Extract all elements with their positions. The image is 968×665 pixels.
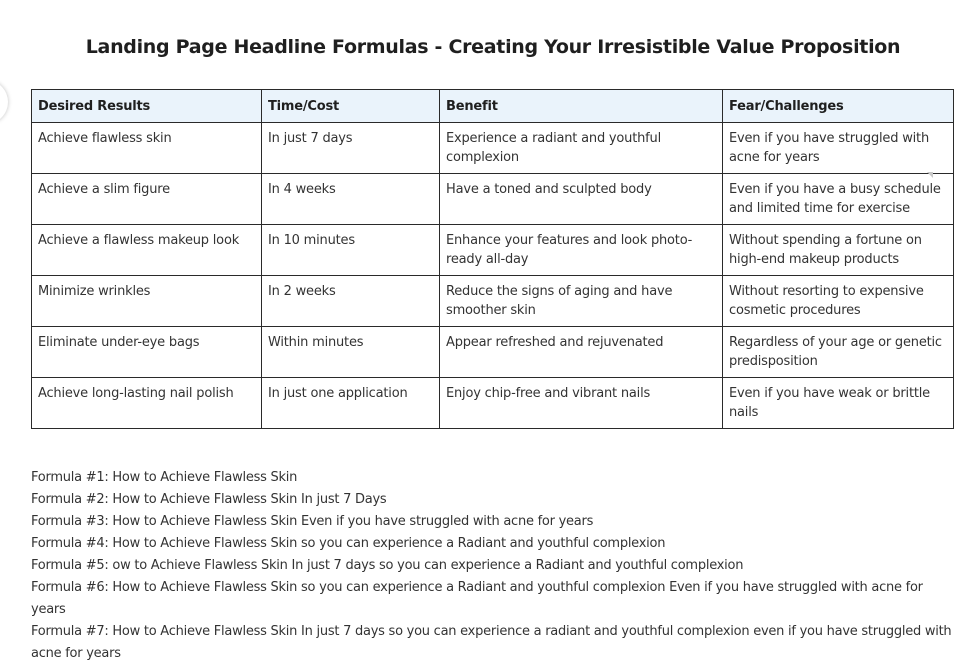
table-cell[interactable]: Minimize wrinkles bbox=[32, 276, 262, 327]
table-row bbox=[32, 123, 954, 174]
table-cell[interactable]: Enhance your features and look photo-ready all-day bbox=[440, 225, 723, 276]
table-cell[interactable]: In 10 minutes bbox=[262, 225, 440, 276]
table-cell[interactable]: Enjoy chip-free and vibrant nails bbox=[440, 378, 723, 429]
table-cell[interactable]: Reduce the signs of aging and have smoother skin bbox=[440, 276, 723, 327]
formula-line: Formula #6: How to Achieve Flawless Skin so you can experience a Radiant and youthful complexion Even if you have struggled with acne for years bbox=[31, 580, 923, 617]
page-title: Landing Page Headline Formulas - Creating Your Irresistible Value Proposition bbox=[85, 36, 901, 58]
column-header-desired-results[interactable]: Desired Results bbox=[32, 90, 262, 123]
table-cell[interactable]: Experience a radiant and youthful complexion bbox=[440, 123, 723, 174]
table-cell[interactable]: Without spending a fortune on high-end makeup products bbox=[723, 225, 954, 276]
table-cell[interactable]: In 2 weeks bbox=[262, 276, 440, 327]
cell-note-indicator-icon bbox=[927, 172, 933, 178]
table-cell[interactable]: Even if you have a busy schedule and limited time for exercise bbox=[723, 174, 954, 225]
table-cell[interactable]: Appear refreshed and rejuvenated bbox=[440, 327, 723, 378]
formula-line: Formula #3: How to Achieve Flawless Skin Even if you have struggled with acne for years bbox=[31, 514, 594, 529]
formula-line: Formula #5: ow to Achieve Flawless Skin In just 7 days so you can experience a Radiant and youthful complexion bbox=[31, 558, 744, 573]
table-cell[interactable]: Without resorting to expensive cosmetic procedures bbox=[723, 276, 954, 327]
table-row bbox=[32, 276, 954, 327]
table-cell[interactable]: Eliminate under-eye bags bbox=[32, 327, 262, 378]
table-row bbox=[32, 327, 954, 378]
table-cell[interactable]: In just 7 days bbox=[262, 123, 440, 174]
column-header-time-cost[interactable]: Time/Cost bbox=[262, 90, 440, 123]
table-cell[interactable]: In just one application bbox=[262, 378, 440, 429]
table-cell[interactable]: Within minutes bbox=[262, 327, 440, 378]
headline-formula-table bbox=[31, 89, 954, 429]
table-header-row bbox=[32, 90, 954, 123]
table-cell[interactable]: In 4 weeks bbox=[262, 174, 440, 225]
formula-line: Formula #7: How to Achieve Flawless Skin In just 7 days so you can experience a radiant and youthful complexion even if you have struggled with acne for years bbox=[31, 624, 952, 661]
formula-line: Formula #4: How to Achieve Flawless Skin so you can experience a Radiant and youthful complexion bbox=[31, 536, 666, 551]
table-row bbox=[32, 225, 954, 276]
table-cell[interactable]: Even if you have weak or brittle nails bbox=[723, 378, 954, 429]
table-row bbox=[32, 174, 954, 225]
formula-list bbox=[31, 467, 961, 665]
table-row bbox=[32, 378, 954, 429]
table-cell[interactable]: Achieve long-lasting nail polish bbox=[32, 378, 262, 429]
table-cell[interactable]: Have a toned and sculpted body bbox=[440, 174, 723, 225]
table-cell[interactable]: Regardless of your age or genetic predisposition bbox=[723, 327, 954, 378]
table-cell[interactable]: Even if you have struggled with acne for years bbox=[723, 123, 954, 174]
column-header-benefit[interactable]: Benefit bbox=[440, 90, 723, 123]
table-cell[interactable]: Achieve a flawless makeup look bbox=[32, 225, 262, 276]
table-cell[interactable]: Achieve flawless skin bbox=[32, 123, 262, 174]
formula-line: Formula #2: How to Achieve Flawless Skin In just 7 Days bbox=[31, 492, 387, 507]
formula-line: Formula #1: How to Achieve Flawless Skin bbox=[31, 470, 298, 485]
side-panel-toggle[interactable] bbox=[0, 80, 8, 124]
column-header-fear-challenges[interactable]: Fear/Challenges bbox=[723, 90, 954, 123]
table-cell[interactable]: Achieve a slim figure bbox=[32, 174, 262, 225]
